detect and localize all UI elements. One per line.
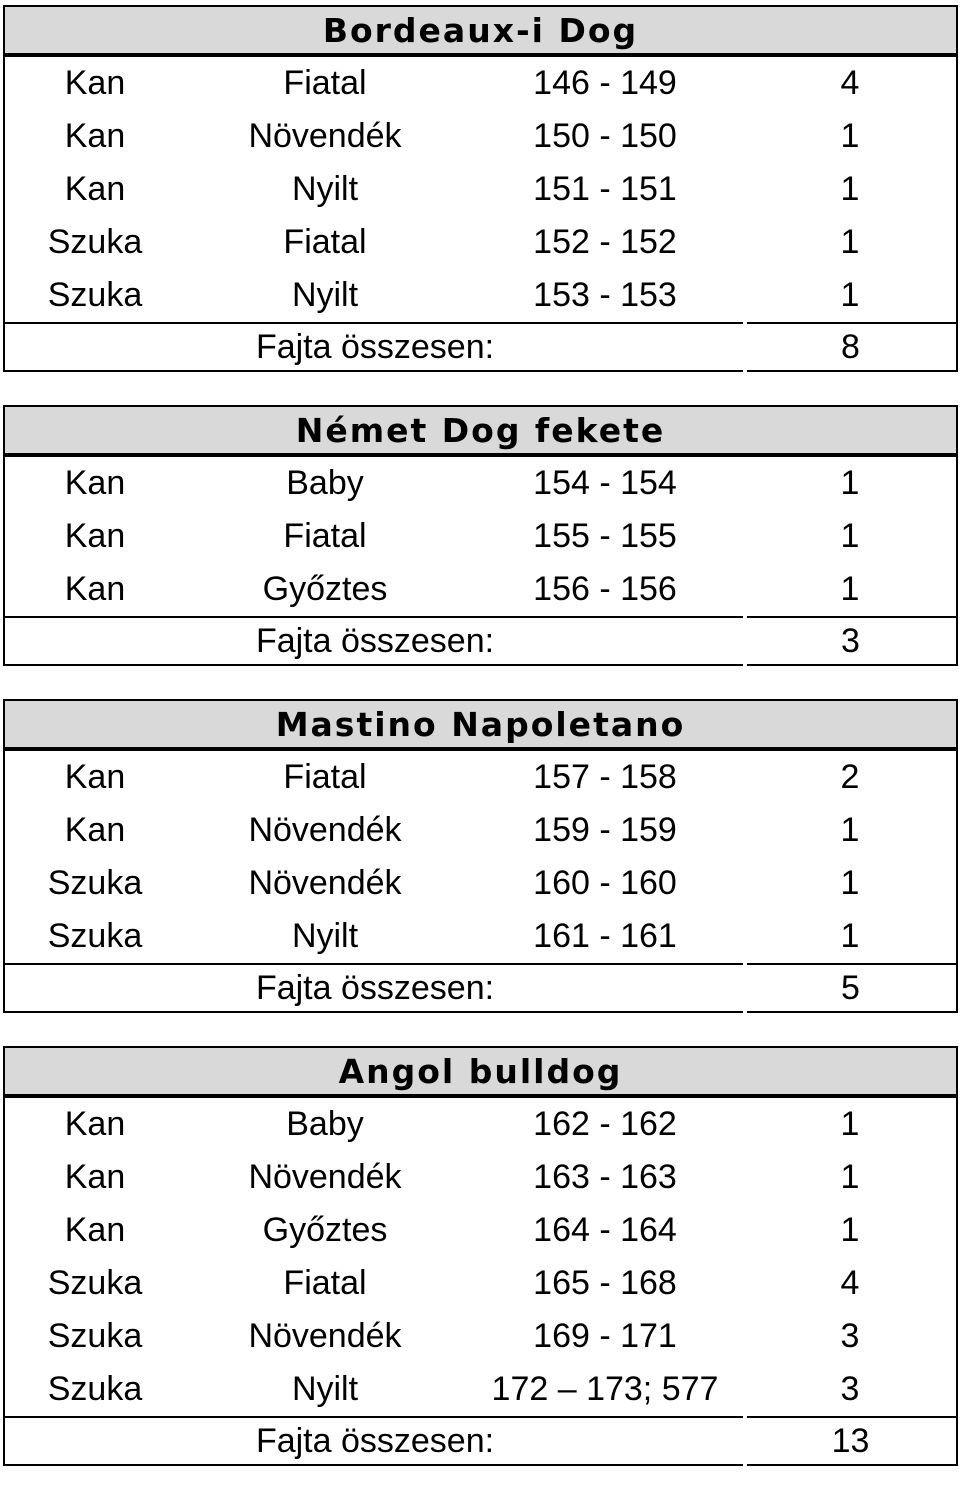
entry-rows: [3, 57, 958, 322]
sex-cell: Kan: [64, 1105, 126, 1143]
sex-cell: Kan: [64, 517, 126, 555]
table-row: [5, 57, 956, 110]
entry-rows: [3, 1098, 958, 1416]
table-row: [5, 110, 956, 163]
total-label: Fajta összesen:: [255, 1421, 495, 1460]
sex-cell: Kan: [64, 811, 126, 849]
range-cell: 162 - 162: [533, 1105, 677, 1143]
total-divider: [743, 963, 747, 1013]
sex-cell: Kan: [64, 464, 126, 502]
count-cell: 1: [840, 1158, 860, 1196]
sex-cell: Kan: [64, 758, 126, 796]
table-row: [5, 1098, 956, 1151]
range-cell: 169 - 171: [533, 1317, 677, 1355]
count-cell: 3: [840, 1317, 860, 1355]
breed-list: [3, 5, 958, 1499]
total-divider: [743, 322, 747, 372]
class-cell: Növendék: [248, 117, 402, 155]
class-cell: Fiatal: [283, 1264, 367, 1302]
table-row: [5, 857, 956, 910]
class-cell: Növendék: [248, 864, 402, 902]
class-cell: Nyilt: [291, 917, 359, 955]
range-cell: 152 - 152: [533, 223, 677, 261]
total-label: Fajta összesen:: [255, 327, 495, 366]
range-cell: 160 - 160: [533, 864, 677, 902]
count-cell: 1: [840, 864, 860, 902]
table-row: [5, 269, 956, 322]
class-cell: Baby: [286, 1105, 364, 1143]
breed-section: [3, 699, 958, 1013]
class-cell: Növendék: [248, 1317, 402, 1355]
range-cell: 164 - 164: [533, 1211, 677, 1249]
table-row: [5, 1310, 956, 1363]
range-cell: 150 - 150: [533, 117, 677, 155]
range-cell: 153 - 153: [533, 276, 677, 314]
sex-cell: Kan: [64, 64, 126, 102]
breed-total-row: [3, 1416, 958, 1466]
count-cell: 1: [840, 517, 860, 555]
count-cell: 4: [840, 1264, 860, 1302]
sex-cell: Kan: [64, 1158, 126, 1196]
entry-rows: [3, 751, 958, 963]
entry-rows: [3, 457, 958, 616]
breed-total-row: [3, 322, 958, 372]
breed-title: Bordeaux-i Dog: [3, 5, 958, 57]
breed-total-row: [3, 963, 958, 1013]
range-cell: 155 - 155: [533, 517, 677, 555]
count-cell: 1: [840, 570, 860, 608]
class-cell: Fiatal: [283, 758, 367, 796]
class-cell: Győztes: [262, 1211, 388, 1249]
sex-cell: Szuka: [47, 864, 143, 902]
range-cell: 165 - 168: [533, 1264, 677, 1302]
class-cell: Fiatal: [283, 64, 367, 102]
count-cell: 1: [840, 811, 860, 849]
sex-cell: Szuka: [47, 276, 143, 314]
sex-cell: Kan: [64, 1211, 126, 1249]
range-cell: 161 - 161: [533, 917, 677, 955]
table-row: [5, 216, 956, 269]
total-count: 8: [841, 327, 860, 366]
breed-section: [3, 5, 958, 372]
sex-cell: Kan: [64, 117, 126, 155]
table-row: [5, 751, 956, 804]
class-cell: Fiatal: [283, 223, 367, 261]
breed-section: [3, 1046, 958, 1466]
class-cell: Nyilt: [291, 276, 359, 314]
range-cell: 163 - 163: [533, 1158, 677, 1196]
range-cell: 157 - 158: [533, 758, 677, 796]
class-cell: Győztes: [262, 570, 388, 608]
count-cell: 1: [840, 276, 860, 314]
range-cell: 151 - 151: [533, 170, 677, 208]
class-cell: Nyilt: [291, 170, 359, 208]
count-cell: 4: [840, 64, 860, 102]
class-cell: Növendék: [248, 1158, 402, 1196]
range-cell: 156 - 156: [533, 570, 677, 608]
class-cell: Növendék: [248, 811, 402, 849]
count-cell: 3: [840, 1370, 860, 1408]
total-count: 3: [841, 621, 860, 660]
total-count: 13: [831, 1421, 870, 1460]
range-cell: 154 - 154: [533, 464, 677, 502]
count-cell: 1: [840, 223, 860, 261]
total-divider: [743, 1416, 747, 1466]
sex-cell: Szuka: [47, 917, 143, 955]
count-cell: 1: [840, 464, 860, 502]
range-cell: 146 - 149: [533, 64, 677, 102]
sex-cell: Kan: [64, 170, 126, 208]
table-row: [5, 163, 956, 216]
table-row: [5, 1363, 956, 1416]
table-row: [5, 457, 956, 510]
table-row: [5, 1257, 956, 1310]
sex-cell: Szuka: [47, 1370, 143, 1408]
sex-cell: Szuka: [47, 1264, 143, 1302]
table-row: [5, 563, 956, 616]
count-cell: 1: [840, 170, 860, 208]
table-row: [5, 510, 956, 563]
breed-section: [3, 405, 958, 666]
count-cell: 1: [840, 1211, 860, 1249]
range-cell: 159 - 159: [533, 811, 677, 849]
total-divider: [743, 616, 747, 666]
count-cell: 1: [840, 117, 860, 155]
total-count: 5: [841, 968, 860, 1007]
count-cell: 2: [840, 758, 860, 796]
table-row: [5, 1151, 956, 1204]
table-row: [5, 910, 956, 963]
class-cell: Baby: [286, 464, 364, 502]
table-row: [5, 804, 956, 857]
breed-title: Mastino Napoletano: [3, 699, 958, 751]
count-cell: 1: [840, 1105, 860, 1143]
count-cell: 1: [840, 917, 860, 955]
range-cell: 172 – 173; 577: [491, 1370, 719, 1408]
total-label: Fajta összesen:: [255, 621, 495, 660]
breed-title: Német Dog fekete: [3, 405, 958, 457]
sex-cell: Szuka: [47, 223, 143, 261]
class-cell: Nyilt: [291, 1370, 359, 1408]
class-cell: Fiatal: [283, 517, 367, 555]
table-row: [5, 1204, 956, 1257]
breed-title: Angol bulldog: [3, 1046, 958, 1098]
total-label: Fajta összesen:: [255, 968, 495, 1007]
breed-total-row: [3, 616, 958, 666]
sex-cell: Kan: [64, 570, 126, 608]
sex-cell: Szuka: [47, 1317, 143, 1355]
